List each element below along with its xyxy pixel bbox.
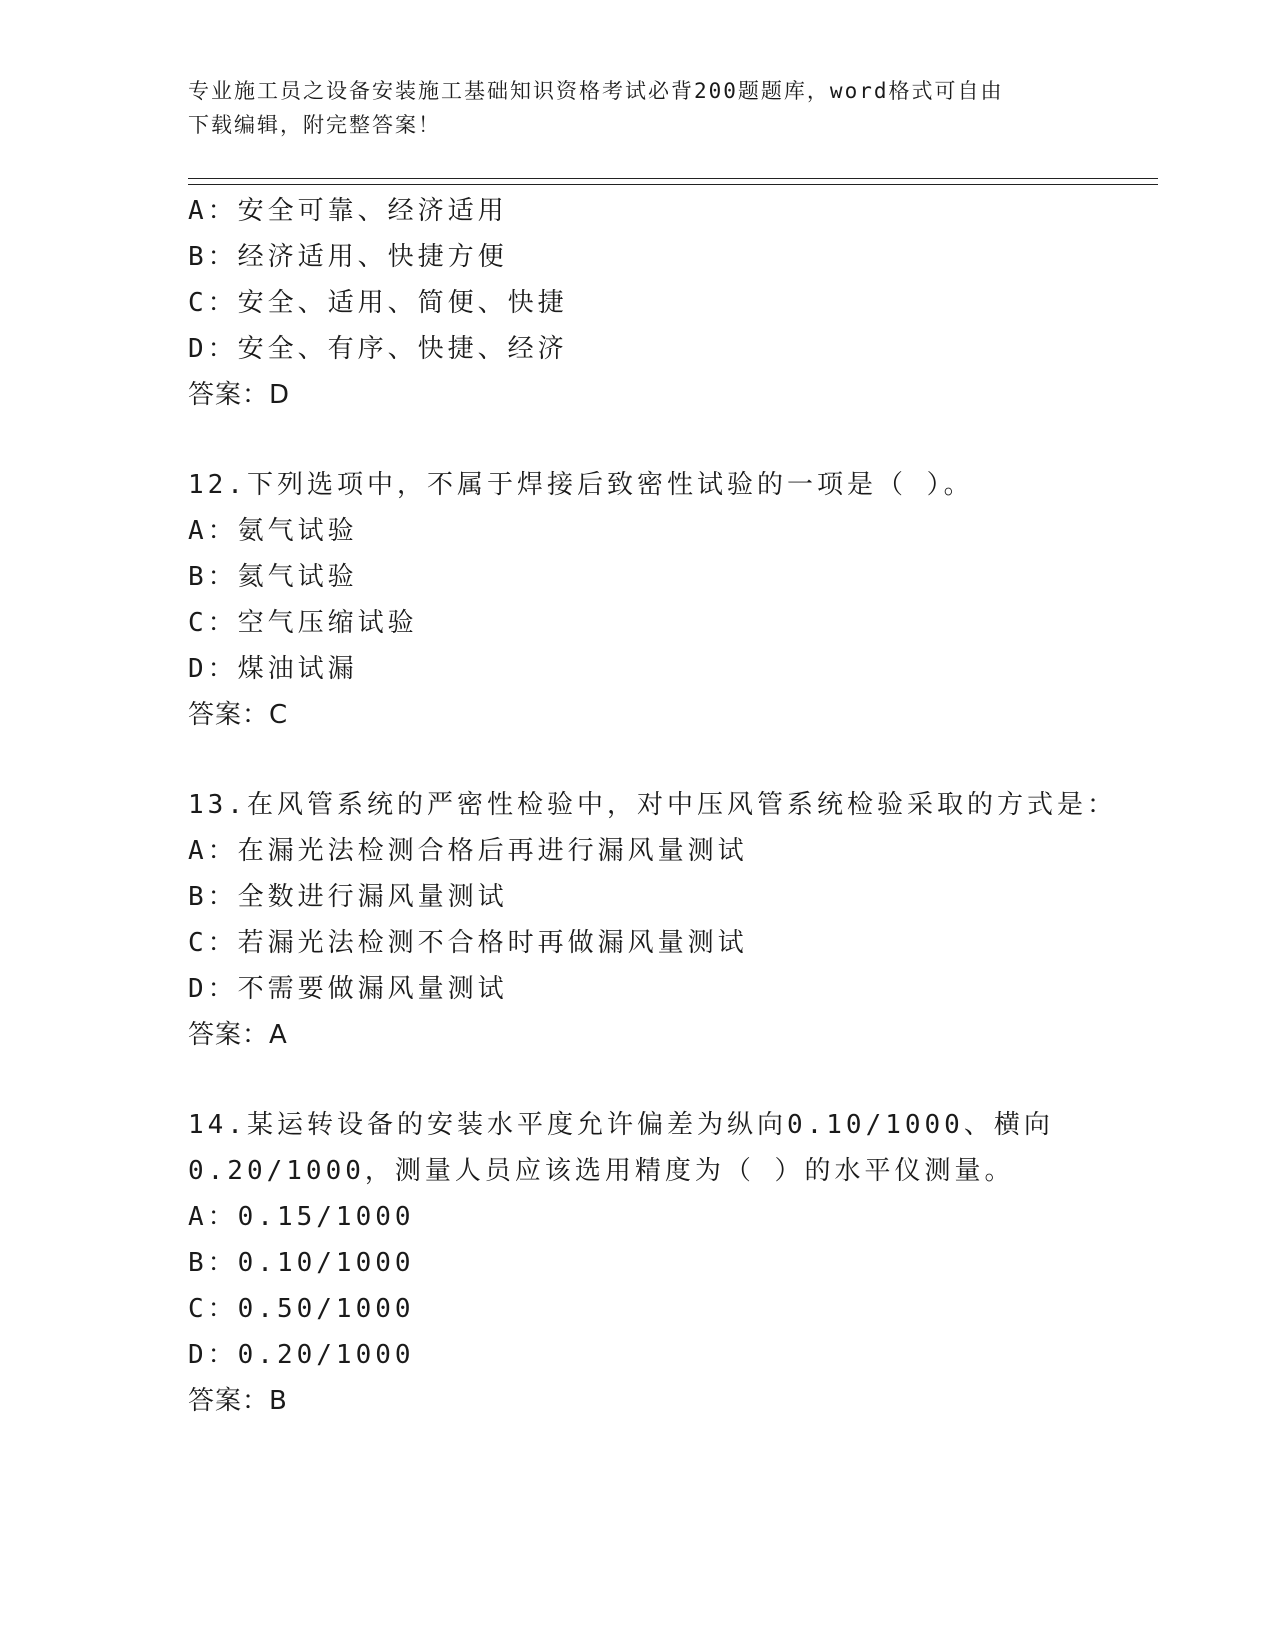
option-c: C：空气压缩试验 (188, 608, 418, 638)
option-a: A：在漏光法检测合格后再进行漏风量测试 (188, 836, 748, 866)
option-b: B：0.10/1000 (188, 1248, 415, 1278)
option-d: D：煤油试漏 (188, 654, 358, 684)
question-list (188, 188, 1168, 1424)
answer-line: 答案：D (188, 380, 291, 410)
option-d: D：安全、有序、快捷、经济 (188, 334, 568, 364)
option-c: C：0.50/1000 (188, 1294, 415, 1324)
option-a: A：0.15/1000 (188, 1202, 415, 1232)
answer-line: 答案：C (188, 700, 289, 730)
question-text-line-1: 14.某运转设备的安装水平度允许偏差为纵向0.10/1000、横向 (188, 1110, 1054, 1140)
option-a: A：氨气试验 (188, 516, 358, 546)
option-d: D：0.20/1000 (188, 1340, 415, 1370)
option-a: A：安全可靠、经济适用 (188, 196, 508, 226)
answer-line: 答案：B (188, 1386, 288, 1416)
question-text-line-2: 0.20/1000，测量人员应该选用精度为（ ）的水平仪测量。 (188, 1156, 1015, 1186)
question-text: 13.在风管系统的严密性检验中，对中压风管系统检验采取的方式是： (188, 790, 1117, 820)
question-block-13 (188, 782, 1168, 1058)
question-block-12 (188, 462, 1168, 738)
document-header (188, 74, 1088, 142)
question-block-continued (188, 188, 1168, 418)
question-text: 12.下列选项中，不属于焊接后致密性试验的一项是（ ）。 (188, 470, 974, 500)
header-line-2: 下载编辑，附完整答案！ (188, 113, 441, 137)
header-rule-top (188, 178, 1158, 179)
question-block-14 (188, 1102, 1168, 1424)
spacer (188, 738, 1168, 782)
option-b: B：全数进行漏风量测试 (188, 882, 508, 912)
option-b: B：氦气试验 (188, 562, 358, 592)
header-line-1: 专业施工员之设备安装施工基础知识资格考试必背200题题库，word格式可自由 (188, 79, 1004, 103)
header-rule-bottom (188, 184, 1158, 185)
option-c: C：安全、适用、简便、快捷 (188, 288, 568, 318)
spacer (188, 1058, 1168, 1102)
option-b: B：经济适用、快捷方便 (188, 242, 508, 272)
spacer (188, 418, 1168, 462)
option-c: C：若漏光法检测不合格时再做漏风量测试 (188, 928, 748, 958)
option-d: D：不需要做漏风量测试 (188, 974, 508, 1004)
answer-line: 答案：A (188, 1020, 288, 1050)
